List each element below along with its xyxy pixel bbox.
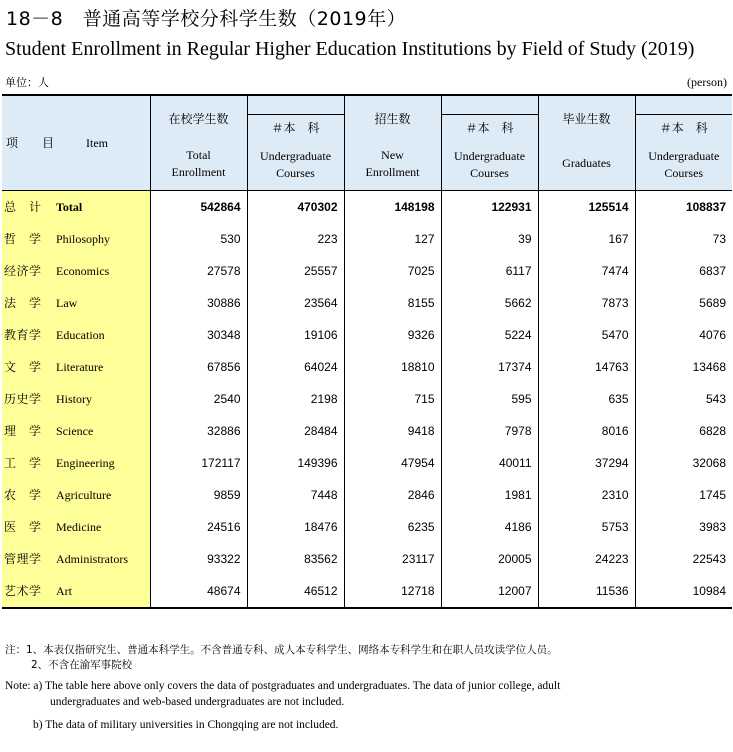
table-cell: 6235: [344, 511, 441, 543]
table-cell: 7448: [247, 479, 344, 511]
row-item-en: Science: [56, 424, 94, 438]
header-new-undergrad-en: Undergraduate Courses: [453, 149, 526, 180]
table-cell: 9859: [150, 479, 247, 511]
row-item-zh: 法 学: [4, 296, 42, 310]
table-cell: 25557: [247, 255, 344, 287]
table-cell: 125514: [538, 191, 635, 224]
row-item-zh: 总 计: [4, 200, 42, 214]
table-cell: 635: [538, 383, 635, 415]
table-cell: 46512: [247, 575, 344, 608]
table-cell: 108837: [635, 191, 732, 224]
table-cell: 30886: [150, 287, 247, 319]
row-item-zh: 农 学: [4, 488, 42, 502]
table-cell: 37294: [538, 447, 635, 479]
page-title-zh: 18－8 普通高等学校分科学生数（2019年）: [6, 8, 407, 30]
header-graduates-undergrad-en: Undergraduate Courses: [648, 149, 720, 180]
note-zh-2: 2、不含在渝军事院校: [31, 659, 133, 671]
row-item-en: Engineering: [56, 456, 115, 470]
table-cell: 13468: [635, 351, 732, 383]
header-new-enrollment-zh: 招生数: [374, 112, 411, 126]
unit-label-en: (person): [687, 75, 727, 89]
row-item-en: Education: [56, 328, 105, 342]
table-cell: 7978: [441, 415, 538, 447]
table-cell: 12718: [344, 575, 441, 608]
table-cell: 2846: [344, 479, 441, 511]
row-item-zh: 哲 学: [4, 232, 42, 246]
header-item-en: Item: [86, 136, 108, 150]
note-en-b: b) The data of military universities in Chongqing are not included.: [33, 719, 339, 731]
table-cell: 1981: [441, 479, 538, 511]
row-item-zh: 管理学: [4, 552, 42, 566]
table-cell: 5753: [538, 511, 635, 543]
row-item: [2, 383, 150, 415]
table-cell: 24223: [538, 543, 635, 575]
page-title-en: Student Enrollment in Regular Higher Education Institutions by Field of Study (2019): [5, 38, 695, 60]
table-cell: 5224: [441, 319, 538, 351]
row-item: [2, 575, 150, 608]
header-new-enrollment-en: New Enrollment: [365, 148, 420, 179]
table-cell: 167: [538, 223, 635, 255]
note-en-a-line2: undergraduates and web-based undergraduates are not included.: [50, 696, 345, 708]
row-item: [2, 319, 150, 351]
table-cell: 32886: [150, 415, 247, 447]
table-row: [2, 543, 732, 575]
table-row: [2, 383, 732, 415]
table-cell: 8155: [344, 287, 441, 319]
table-cell: 67856: [150, 351, 247, 383]
unit-label-zh: 单位：人: [5, 76, 49, 89]
table-cell: 9418: [344, 415, 441, 447]
table-row: [2, 575, 732, 608]
table-cell: 12007: [441, 575, 538, 608]
table-cell: 542864: [150, 191, 247, 224]
row-item-zh: 工 学: [4, 456, 42, 470]
notes: [5, 643, 730, 733]
row-item: [2, 191, 150, 224]
row-item: [2, 543, 150, 575]
table-row: [2, 255, 732, 287]
table-cell: 6837: [635, 255, 732, 287]
row-item-en: Literature: [56, 360, 104, 374]
table-cell: 28484: [247, 415, 344, 447]
table-cell: 2540: [150, 383, 247, 415]
table-cell: 17374: [441, 351, 538, 383]
header-item: [2, 95, 150, 191]
row-item: [2, 511, 150, 543]
row-item-en: Law: [56, 296, 78, 310]
table-cell: 19106: [247, 319, 344, 351]
header-graduates-spacer: [635, 95, 732, 115]
table-cell: 2198: [247, 383, 344, 415]
row-item-zh: 文 学: [4, 360, 42, 374]
table-row: [2, 319, 732, 351]
table-cell: 64024: [247, 351, 344, 383]
table-cell: 122931: [441, 191, 538, 224]
table-cell: 32068: [635, 447, 732, 479]
row-item: [2, 447, 150, 479]
table-cell: 48674: [150, 575, 247, 608]
row-item-zh: 经济学: [4, 264, 42, 278]
header-graduates-zh: 毕业生数: [562, 112, 611, 126]
row-item: [2, 415, 150, 447]
table-cell: 5689: [635, 287, 732, 319]
row-item: [2, 479, 150, 511]
table-cell: 93322: [150, 543, 247, 575]
table-cell: 7873: [538, 287, 635, 319]
header-graduates-en: Graduates: [562, 156, 611, 170]
table-row: [2, 287, 732, 319]
table-cell: 4076: [635, 319, 732, 351]
table-cell: 3983: [635, 511, 732, 543]
table-cell: 20005: [441, 543, 538, 575]
table-cell: 1745: [635, 479, 732, 511]
table-cell: 4186: [441, 511, 538, 543]
row-item-zh: 艺术学: [4, 584, 42, 598]
table-cell: 83562: [247, 543, 344, 575]
header-total-enrollment-zh: 在校学生数: [168, 112, 229, 126]
table-row: [2, 351, 732, 383]
table-cell: 9326: [344, 319, 441, 351]
table-cell: 8016: [538, 415, 635, 447]
header-total-undergrad: [247, 115, 344, 191]
table-cell: 543: [635, 383, 732, 415]
header-total-enrollment-en: Total Enrollment: [171, 148, 226, 179]
header-graduates: [538, 95, 635, 191]
row-item: [2, 351, 150, 383]
header-total-undergrad-en: Undergraduate Courses: [259, 149, 332, 180]
table-cell: 530: [150, 223, 247, 255]
header-total-enrollment-spacer: [247, 95, 344, 115]
header-new-enrollment-spacer: [441, 95, 538, 115]
row-item: [2, 223, 150, 255]
table-row: [2, 223, 732, 255]
table-cell: 2310: [538, 479, 635, 511]
header-total-undergrad-zh: ＃本 科: [271, 121, 320, 135]
table-cell: 24516: [150, 511, 247, 543]
table-cell: 39: [441, 223, 538, 255]
table-cell: 73: [635, 223, 732, 255]
table-cell: 18810: [344, 351, 441, 383]
table-cell: 7025: [344, 255, 441, 287]
note-zh-1: 注：1、本表仅指研究生、普通本科学生。不含普通专科、成人本专科学生、网络本专科学生和在职人员攻读学位人员。: [5, 644, 558, 656]
table-cell: 11536: [538, 575, 635, 608]
table-cell: 5662: [441, 287, 538, 319]
row-item-zh: 历史学: [4, 392, 42, 406]
header-new-undergrad-zh: ＃本 科: [465, 121, 514, 135]
table-row: [2, 447, 732, 479]
header-total-enrollment: [150, 95, 247, 191]
header-new-enrollment: [344, 95, 441, 191]
header-graduates-undergrad-zh: ＃本 科: [659, 121, 708, 135]
table-cell: 47954: [344, 447, 441, 479]
table-cell: 23117: [344, 543, 441, 575]
table-cell: 30348: [150, 319, 247, 351]
table-cell: 127: [344, 223, 441, 255]
row-item-en: Administrators: [56, 552, 128, 566]
row-item: [2, 287, 150, 319]
table-cell: 10984: [635, 575, 732, 608]
table-row: [2, 191, 732, 224]
table-cell: 595: [441, 383, 538, 415]
row-item-zh: 理 学: [4, 424, 42, 438]
table-cell: 27578: [150, 255, 247, 287]
table-cell: 6117: [441, 255, 538, 287]
header-new-undergrad: [441, 115, 538, 191]
table-cell: 18476: [247, 511, 344, 543]
row-item-en: Art: [56, 584, 72, 598]
enrollment-table: [2, 94, 732, 609]
table-cell: 148198: [344, 191, 441, 224]
row-item-zh: 教育学: [4, 328, 42, 342]
table-cell: 23564: [247, 287, 344, 319]
table-cell: 7474: [538, 255, 635, 287]
table-cell: 14763: [538, 351, 635, 383]
row-item-en: Total: [56, 200, 83, 214]
table-row: [2, 415, 732, 447]
row-item-en: Agriculture: [56, 488, 112, 502]
row-item-zh: 医 学: [4, 520, 42, 534]
table-cell: 5470: [538, 319, 635, 351]
table-cell: 172117: [150, 447, 247, 479]
row-item-en: History: [56, 392, 92, 406]
table-row: [2, 479, 732, 511]
header-item-zh: 项 目: [6, 136, 61, 150]
row-item-en: Economics: [56, 264, 110, 278]
row-item: [2, 255, 150, 287]
table-cell: 6828: [635, 415, 732, 447]
table-cell: 149396: [247, 447, 344, 479]
table-cell: 715: [344, 383, 441, 415]
table-row: [2, 511, 732, 543]
note-en-a-line1: Note: a) The table here above only covers the data of postgraduates and undergraduates. The data of junior college, adult: [5, 680, 561, 692]
row-item-en: Philosophy: [56, 232, 111, 246]
table-cell: 470302: [247, 191, 344, 224]
row-item-en: Medicine: [56, 520, 102, 534]
header-graduates-undergrad: [635, 115, 732, 191]
table-cell: 40011: [441, 447, 538, 479]
table-cell: 22543: [635, 543, 732, 575]
table-cell: 223: [247, 223, 344, 255]
